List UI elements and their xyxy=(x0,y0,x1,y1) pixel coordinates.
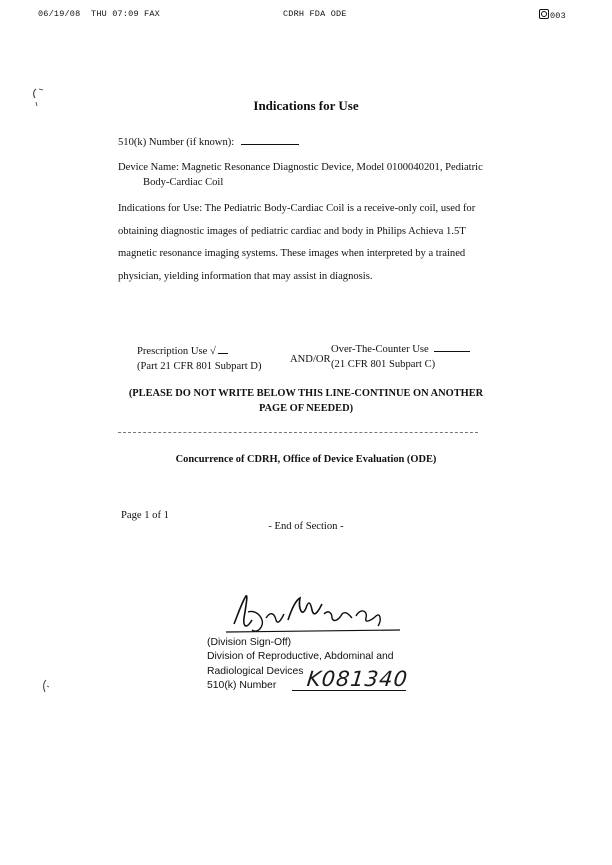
indications-line1: Indications for Use: The Pediatric Body-Cardiac Coil is a receive-only coil, used for xyxy=(118,203,476,214)
indications-line3: magnetic resonance imaging systems. These images when interpreted by a trained xyxy=(118,248,466,259)
warning-line2: PAGE OF NEEDED) xyxy=(258,403,354,414)
fax-date: 06/19/08 xyxy=(38,9,81,19)
k-number-label: 510(k) Number (if known): xyxy=(118,137,235,148)
signature xyxy=(222,590,402,638)
separator-line xyxy=(118,432,478,433)
otc-label: Over-The-Counter Use xyxy=(331,344,429,355)
concurrence-heading: Concurrence of CDRH, Office of Device Evaluation (ODE) xyxy=(175,454,437,465)
device-name-line2: Body-Cardiac Coil xyxy=(143,177,224,189)
scan-mark-bottom xyxy=(40,678,52,696)
signoff-line2: Division of Reproductive, Abdominal and xyxy=(207,651,394,663)
k-number-blank xyxy=(241,144,299,145)
k-number-row xyxy=(118,134,299,151)
end-of-section: - End of Section - xyxy=(268,521,344,532)
otc-use xyxy=(331,342,470,372)
prescription-use xyxy=(137,344,261,374)
indications-line4: physician, yielding information that may assist in diagnosis. xyxy=(118,270,373,282)
page-title: Indications for Use xyxy=(253,98,359,113)
handwritten-k-number: K081340 xyxy=(305,667,410,691)
fax-page xyxy=(539,9,566,21)
fax-sender: CDRH FDA ODE xyxy=(283,9,347,19)
prescription-blank xyxy=(218,353,228,354)
prescription-label: Prescription Use √ xyxy=(137,346,216,357)
prescription-sub: (Part 21 CFR 801 Subpart D) xyxy=(137,361,262,372)
and-or-connector: AND/OR xyxy=(290,354,331,365)
k-number-underline xyxy=(292,690,406,691)
indications-text xyxy=(118,198,578,288)
fax-page-number: 003 xyxy=(550,11,566,21)
indications-line2: obtaining diagnostic images of pediatric cardiac and body in Philips Achieva 1.5T xyxy=(118,225,466,237)
signoff-line3: Radiological Devices xyxy=(207,665,304,677)
fax-page-icon xyxy=(539,9,549,19)
device-name-line1: Device Name: Magnetic Resonance Diagnostic Device, Model 0100040201, Pediatric xyxy=(118,162,483,173)
page-info: Page 1 of 1 xyxy=(121,510,169,521)
otc-blank xyxy=(434,351,470,352)
fax-date-time xyxy=(38,9,160,19)
signoff-line4: 510(k) Number xyxy=(207,680,277,692)
fax-time: THU 07:09 FAX xyxy=(91,9,160,19)
otc-sub: (21 CFR 801 Subpart C) xyxy=(331,359,436,370)
warning-line1: (PLEASE DO NOT WRITE BELOW THIS LINE-CONTINUE ON ANOTHER xyxy=(128,388,484,399)
device-name xyxy=(118,159,578,191)
warning-text xyxy=(0,386,612,416)
signoff-line1: (Division Sign-Off) xyxy=(207,637,292,648)
